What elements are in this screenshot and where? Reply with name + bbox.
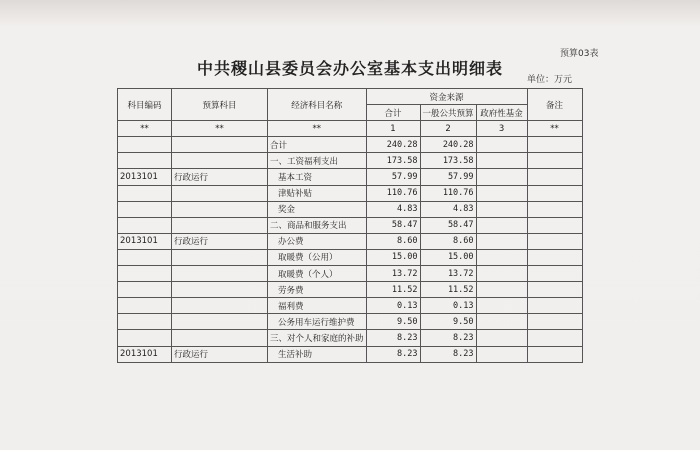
row-gov-fund <box>476 314 527 330</box>
row-general-budget: 110.76 <box>420 185 476 201</box>
table-row <box>118 201 583 217</box>
row-total: 11.52 <box>366 282 420 298</box>
row-general-budget: 58.47 <box>420 217 476 233</box>
row-remarks <box>527 233 582 249</box>
table-row <box>118 217 583 233</box>
row-gov-fund <box>476 298 527 314</box>
row-econ-subject: 办公费 <box>268 233 367 249</box>
row-gov-fund <box>476 185 527 201</box>
row-econ-subject: 二、商品和服务支出 <box>268 217 367 233</box>
row-budget-subject <box>172 137 268 153</box>
row-remarks <box>527 201 582 217</box>
row-budget-subject <box>172 266 268 282</box>
row-remarks <box>527 217 582 233</box>
row-subject-code <box>118 153 172 169</box>
table-row <box>118 346 583 362</box>
row-econ-subject: 一、工资福利支出 <box>268 153 367 169</box>
row-total: 8.60 <box>366 233 420 249</box>
table-row <box>118 282 583 298</box>
table-row <box>118 169 583 185</box>
row-subject-code <box>118 201 172 217</box>
table-row <box>118 330 583 346</box>
row-general-budget: 11.52 <box>420 282 476 298</box>
row-gov-fund <box>476 233 527 249</box>
row-gov-fund <box>476 217 527 233</box>
table-row <box>118 298 583 314</box>
table-row <box>118 185 583 201</box>
row-general-budget: 15.00 <box>420 249 476 265</box>
row-remarks <box>527 346 582 362</box>
unit-label: 单位：万元 <box>527 75 573 85</box>
row-subject-code <box>118 217 172 233</box>
row-total: 57.99 <box>366 169 420 185</box>
row-budget-subject <box>172 185 268 201</box>
row-budget-subject <box>172 201 268 217</box>
header-subject-code: 科目编码 <box>118 89 172 121</box>
row-total: 15.00 <box>366 249 420 265</box>
row-budget-subject <box>172 153 268 169</box>
row-general-budget: 8.23 <box>420 346 476 362</box>
header-econ-subject: 经济科目名称 <box>268 89 367 121</box>
table-row <box>118 314 583 330</box>
row-general-budget: 8.23 <box>420 330 476 346</box>
row-econ-subject: 基本工资 <box>268 169 367 185</box>
marker-cell: 2 <box>420 121 476 137</box>
marker-cell: ** <box>268 121 367 137</box>
row-budget-subject: 行政运行 <box>172 169 268 185</box>
row-total: 110.76 <box>366 185 420 201</box>
row-remarks <box>527 185 582 201</box>
row-econ-subject: 福利费 <box>268 298 367 314</box>
row-remarks <box>527 314 582 330</box>
row-total: 8.23 <box>366 346 420 362</box>
header-total: 合计 <box>366 105 420 121</box>
row-econ-subject: 生活补助 <box>268 346 367 362</box>
row-budget-subject <box>172 314 268 330</box>
marker-cell: 3 <box>476 121 527 137</box>
row-gov-fund <box>476 169 527 185</box>
header-budget-subject: 预算科目 <box>172 89 268 121</box>
row-subject-code <box>118 314 172 330</box>
row-subject-code <box>118 298 172 314</box>
row-budget-subject: 行政运行 <box>172 346 268 362</box>
row-general-budget: 0.13 <box>420 298 476 314</box>
header-general-budget: 一般公共预算 <box>420 105 476 121</box>
row-budget-subject <box>172 298 268 314</box>
row-econ-subject: 取暖费（个人） <box>268 266 367 282</box>
row-subject-code <box>118 330 172 346</box>
row-remarks <box>527 169 582 185</box>
row-budget-subject <box>172 282 268 298</box>
row-econ-subject: 奖金 <box>268 201 367 217</box>
row-subject-code <box>118 249 172 265</box>
row-remarks <box>527 266 582 282</box>
row-budget-subject <box>172 249 268 265</box>
row-budget-subject <box>172 217 268 233</box>
row-subject-code <box>118 137 172 153</box>
marker-row <box>118 121 583 137</box>
row-remarks <box>527 153 582 169</box>
row-general-budget: 13.72 <box>420 266 476 282</box>
table-row <box>118 153 583 169</box>
row-econ-subject: 劳务费 <box>268 282 367 298</box>
page-title: 中共稷山县委员会办公室基本支出明细表 <box>196 59 503 78</box>
row-total: 8.23 <box>366 330 420 346</box>
marker-cell: ** <box>118 121 172 137</box>
row-remarks <box>527 137 582 153</box>
row-gov-fund <box>476 249 527 265</box>
row-general-budget: 57.99 <box>420 169 476 185</box>
row-general-budget: 4.83 <box>420 201 476 217</box>
row-remarks <box>527 298 582 314</box>
row-subject-code <box>118 266 172 282</box>
row-econ-subject: 三、对个人和家庭的补助 <box>268 330 367 346</box>
row-gov-fund <box>476 282 527 298</box>
row-total: 9.50 <box>366 314 420 330</box>
row-budget-subject: 行政运行 <box>172 233 268 249</box>
row-econ-subject: 公务用车运行维护费 <box>268 314 367 330</box>
row-subject-code <box>118 282 172 298</box>
header-gov-fund: 政府性基金 <box>476 105 527 121</box>
row-total: 240.28 <box>366 137 420 153</box>
row-general-budget: 173.58 <box>420 153 476 169</box>
expenditure-table <box>117 88 583 363</box>
row-econ-subject: 合计 <box>268 137 367 153</box>
row-general-budget: 9.50 <box>420 314 476 330</box>
row-econ-subject: 取暖费（公用） <box>268 249 367 265</box>
row-remarks <box>527 249 582 265</box>
row-general-budget: 8.60 <box>420 233 476 249</box>
row-gov-fund <box>476 266 527 282</box>
table-row <box>118 137 583 153</box>
row-total: 173.58 <box>366 153 420 169</box>
row-remarks <box>527 330 582 346</box>
marker-cell: ** <box>172 121 268 137</box>
row-subject-code: 2013101 <box>118 233 172 249</box>
row-econ-subject: 津贴补贴 <box>268 185 367 201</box>
row-gov-fund <box>476 201 527 217</box>
row-total: 0.13 <box>366 298 420 314</box>
row-subject-code <box>118 185 172 201</box>
marker-cell: ** <box>527 121 582 137</box>
table-row <box>118 233 583 249</box>
row-budget-subject <box>172 330 268 346</box>
row-subject-code: 2013101 <box>118 346 172 362</box>
table-row <box>118 249 583 265</box>
row-gov-fund <box>476 137 527 153</box>
row-subject-code: 2013101 <box>118 169 172 185</box>
table-row <box>118 266 583 282</box>
header-remarks: 备注 <box>527 89 582 121</box>
document-code: 预算03表 <box>560 49 599 59</box>
row-gov-fund <box>476 153 527 169</box>
row-general-budget: 240.28 <box>420 137 476 153</box>
row-gov-fund <box>476 346 527 362</box>
row-total: 13.72 <box>366 266 420 282</box>
row-total: 58.47 <box>366 217 420 233</box>
row-gov-fund <box>476 330 527 346</box>
row-total: 4.83 <box>366 201 420 217</box>
row-remarks <box>527 282 582 298</box>
marker-cell: 1 <box>366 121 420 137</box>
header-fund-source: 资金来源 <box>366 89 527 105</box>
